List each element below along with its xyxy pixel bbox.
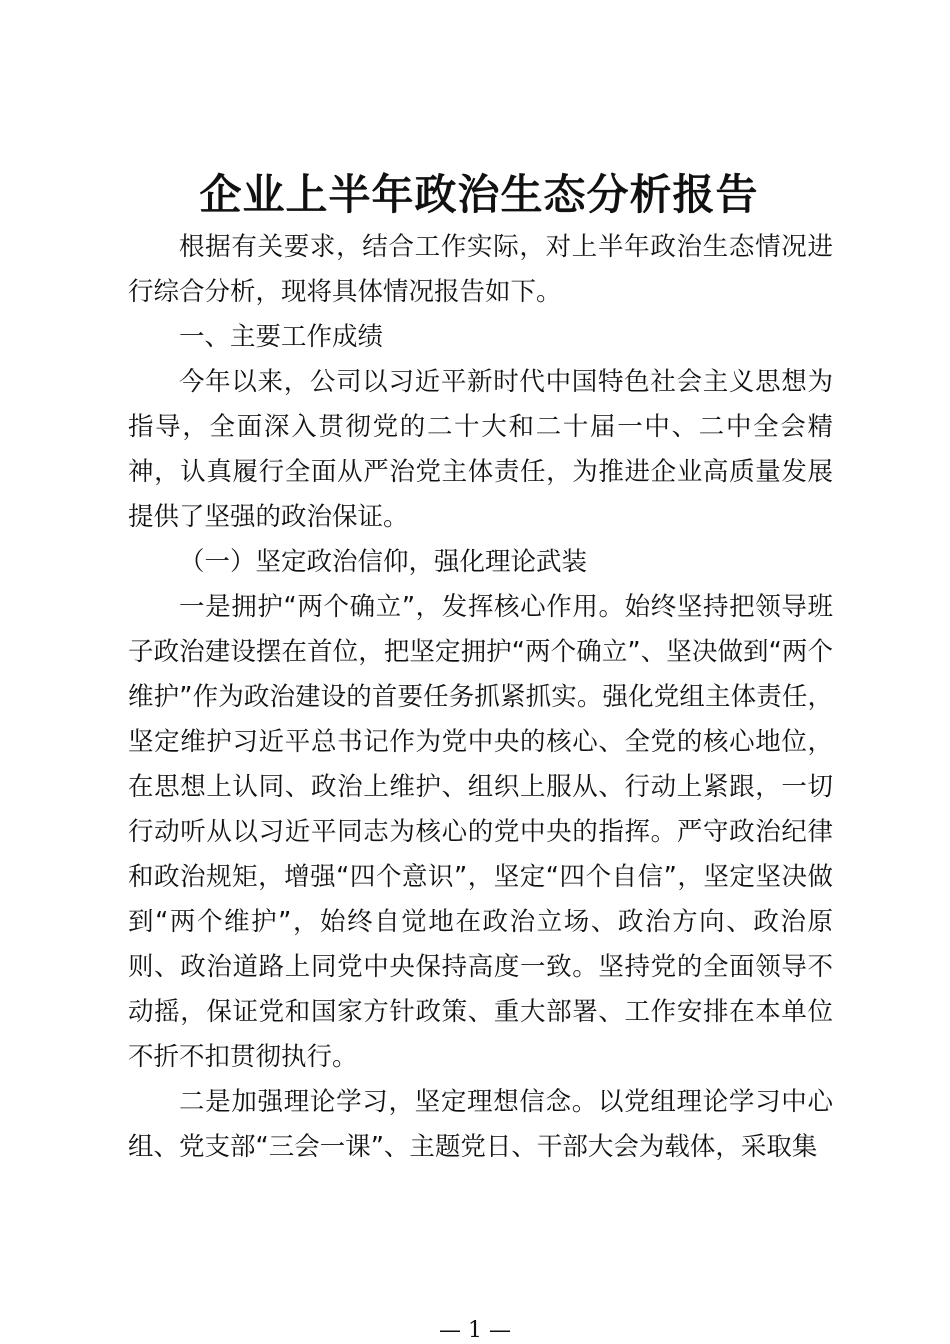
section-paragraph: 今年以来，公司以习近平新时代中国特色社会主义思想为指导，全面深入贯彻党的二十大和二十届一中、二中全会精神，认真履行全面从严治党主体责任，为推进企业高质量发展提供了坚强的政治保证。 bbox=[128, 367, 833, 532]
section-heading: 一、主要工作成绩 bbox=[179, 322, 384, 352]
document-body bbox=[128, 225, 833, 1170]
intro-paragraph: 根据有关要求，结合工作实际，对上半年政治生态情况进行综合分析，现将具体情况报告如下。 bbox=[128, 232, 833, 307]
subsection-heading: （一）坚定政治信仰，强化理论武装 bbox=[179, 547, 588, 577]
page-number: — 1 — bbox=[439, 1318, 511, 1343]
body-paragraph: 二是加强理论学习，坚定理想信念。以党组理论学习中心组、党支部“三会一课”、主题党日、干部大会为载体，采取集 bbox=[128, 1087, 833, 1162]
body-paragraph: 一是拥护“两个确立”，发挥核心作用。始终坚持把领导班子政治建设摆在首位，把坚定拥护“两个确立”、坚决做到“两个维护”作为政治建设的首要任务抓紧抓实。强化党组主体责任，坚定维护习近平总书记作为党中央的核心、全党的核心地位，在思想上认同、政治上维护、组织上服从、行动上紧跟，一切行动听从以习近平同志为核心的党中央的指挥。严守政治纪律和政治规矩，增强“四个意识”，坚定“四个自信”，坚定坚决做到“两个维护”，始终自觉地在政治立场、政治方向、政治原则、政治道路上同党中央保持高度一致。坚持党的全面领导不动摇，保证党和国家方针政策、重大部署、工作安排在本单位不折不扣贯彻执行。 bbox=[128, 592, 833, 1072]
document-title: 企业上半年政治生态分析报告 bbox=[199, 170, 759, 219]
